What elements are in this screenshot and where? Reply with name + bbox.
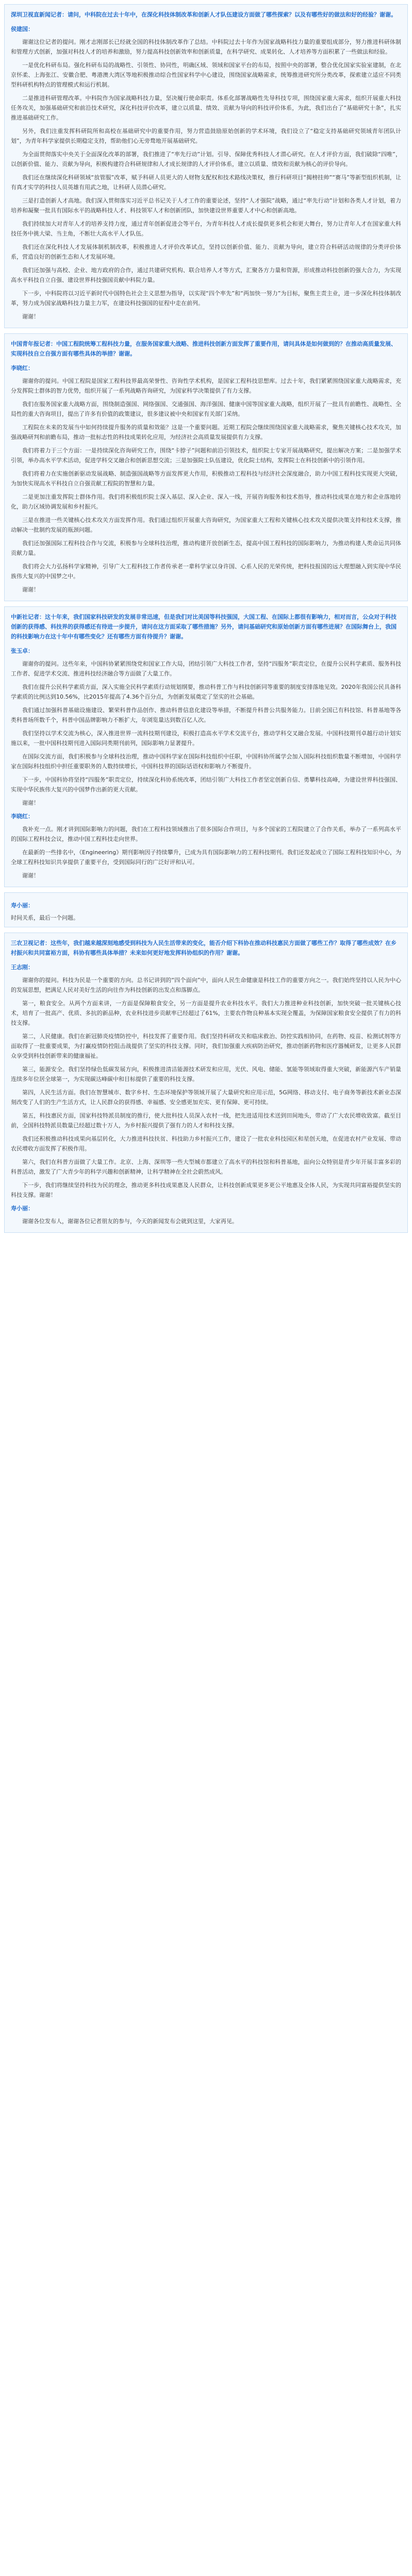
answer-paragraph: 谢谢！ — [22, 313, 39, 320]
moderator-remark: 时间关系，最后一个问题。 — [11, 914, 79, 921]
answer-paragraph: 第六，我们在科普方面做了大量工作。北京、上海、深圳等一些大型城市都建立了高水平的科技馆和科普基地，面向公众特别是青少年开展丰富多彩的科普活动，激发了广大青少年的科学兴趣和创新精神，让科学精神在全社会蔚然成风。 — [11, 1159, 401, 1175]
answer-paragraph: 我们还加强与高校、企业、地方政府的合作，通过共建研究机构、联合培养人才等方式，汇聚各方力量和资源，形成推动科技创新的强大合力，为实现高水平科技自立自强、建设世界科技强国贡献中科院力量。 — [11, 267, 401, 283]
qa-section-card — [4, 333, 408, 601]
answer-paragraph: 我们将着力于三个方面：一是持续深化咨询研究工作，围绕“卡脖子”问题和前沿引领技术，组织院士专家开展战略研究，提出解决方案；二是加强学术引领，举办高水平学术活动，促进学科交叉融合和创新思想交流；三是加强院士队伍建设，优化院士结构，发挥院士在科技创新中的引领作用。 — [11, 447, 401, 464]
answer-paragraph: 我们还在深化科技人才发展体制机制改革，积极推进人才评价改革试点，坚持以创新价值、能力、贡献为导向，建立符合科研活动规律的分类评价体系，营造良好的创新生态和人才发展环境。 — [11, 244, 401, 260]
answer-paragraph: 另外，我们注重发挥科研院所和高校在基础研究中的重要作用，努力营造鼓励原始创新的学术环境，我们设立了“稳定支持基础研究领域青年团队计划”，为青年科学家提供长期稳定支持，帮助他们心无旁骛地开展基础研究。 — [11, 128, 401, 144]
answer-paragraph: 我们在服务国家重大战略方面，围绕制造强国、网络强国、交通强国、海洋强国、健康中国等国家重大战略，组织开展了一批具有前瞻性、战略性、全局性的重大咨询项目，提出了许多有价值的政策建议，很多建议被中央和国家有关部门采纳。 — [11, 401, 401, 417]
speaker-name: 王志刚： — [11, 964, 34, 971]
answer-paragraph: 下一步，中国科协将坚持“四服务”职责定位，持续深化科协系统改革，团结引领广大科技工作者坚定创新自信、勇攀科技高峰，为建设世界科技强国、实现中华民族伟大复兴的中国梦作出新的更大贡献。 — [11, 776, 401, 793]
answer-paragraph: 我们还加强国际工程科技合作与交流，积极参与全球科技治理，推动构建开放创新生态，提高中国工程科技的国际影响力，为推动构建人类命运共同体贡献力量。 — [11, 540, 401, 556]
answer-paragraph: 谢谢！ — [22, 586, 39, 593]
qa-section-card — [4, 933, 408, 1233]
answer-paragraph: 在国际交流方面，我们积极参与全球科技治理，推动中国科学家在国际科技组织中任职，中国科协所属学会加入国际科技组织数量不断增加，中国科学家在国际科技组织中担任重要职务的人数持续增长，中国科技界的国际话语权和影响力不断提升。 — [11, 753, 401, 770]
reporter-question: 深圳卫视直新闻记者：请问，中科院在过去十年中，在深化科技体制改革和创新人才队伍建设方面做了哪些探索？以及有哪些好的做法和好的经验？谢谢。 — [11, 11, 397, 18]
answer-paragraph: 我们还在继续深化科研领域“放管服”改革，赋予科研人员更大的人财物支配权和技术路线决策权，推行科研项目“揭榜挂帅”“赛马”等新型组织机制，让有真才实学的科技人员英雄有用武之地，让科研人员潜心研究。 — [11, 174, 401, 191]
answer-paragraph: 为全面贯彻落实中央关于全面深化改革的部署，我们推进了“率先行动”计划。引导、保障优秀科技人才潜心研究。在人才评价方面，我们破除“四唯”，以创新价值、能力、贡献为导向，积极构建符合科研规律和人才成长规律的人才评价体系，建立以质量、绩效和贡献为核心的评价导向。 — [11, 151, 401, 167]
answer-paragraph: 第三，能源安全。我们坚持绿色低碳发展方向，积极推进清洁能源技术研发和应用，光伏、风电、储能、氢能等领域取得重大突破，新能源汽车产销量连续多年位居全球第一，为实现碳达峰碳中和目标提供了重要的科技支撑。 — [11, 1066, 401, 1082]
speaker-name: 寿小丽： — [11, 902, 34, 909]
answer-paragraph: 我们坚持以学术交流为核心，深入推进世界一流科技期刊建设，积极打造高水平学术交流平台，推动学科交叉融合发展。中国科技期刊卓越行动计划实施以来，一批中国科技期刊进入国际同类期刊前列，国际影响力显著提升。 — [11, 730, 401, 747]
answer-paragraph: 工程院在未来的发展当中如何持续提升服务的质量和效能？这是一个重要问题。近期工程院会继续围绕国家重大战略需求，聚焦关键核心技术攻关，加强战略研判和前瞻布局，推动一批标志性的科技成果转化应用，为经济社会高质量发展提供有力支撑。 — [11, 424, 401, 440]
answer-paragraph: 谢谢你的提问。中国工程院是国家工程科技界最高荣誉性、咨询性学术机构，是国家工程科技思想库。过去十年，我们紧紧围绕国家重大战略需求，充分发挥院士群体的智力优势，组织开展了一系列战略咨询研究，为国家科学决策提供了有力支撑。 — [11, 378, 401, 394]
speaker-name: 李晓红： — [11, 813, 34, 820]
answer-paragraph: 二是更加注重发挥院士群体作用。我们将积极组织院士深入基层、深入企业、深入一线，开展咨询服务和技术指导，推动科技成果在地方和企业落地转化，助力区域协调发展和乡村振兴。 — [11, 494, 401, 510]
answer-paragraph: 下一步，中科院将以习近平新时代中国特色社会主义思想为指导，以实现“四个率先”和“两加快一努力”为目标，聚焦主责主业，进一步深化科技体制改革，努力成为国家战略科技力量主力军，在建设科技强国的征程中走在前列。 — [11, 290, 401, 307]
answer-paragraph: 第一，粮食安全。从两个方面来讲，一方面是保障粮食安全，另一方面是提升农业科技水平。我们大力推进种业科技创新，加快突破一批关键核心技术，培育了一批高产、优质、多抗的新品种，农业科技进步贡献率已经超过了61%，主要农作物良种基本实现全覆盖，为保障国家粮食安全提供了有力的科技支撑。 — [11, 1000, 401, 1026]
answer-paragraph: 我们通过加强科普基础设施建设、繁荣科普作品创作、推动科普信息化建设等举措，不断提升科普公共服务能力。目前全国已有科技馆、科普基地等各类科普场所数千个，科普中国品牌影响力不断扩大，年浏览量达到数百亿人次。 — [11, 707, 401, 723]
reporter-question: 三农卫视记者：这些年，我们越来越深刻地感受到科技为人民生活带来的变化，能否介绍下科协在推动科技惠民方面做了哪些工作？取得了哪些成效？在乡村振兴和共同富裕方面，科协有哪些具体举措？未来如何更好地发挥科协组织的作用？谢谢。 — [11, 940, 397, 956]
speaker-name: 李晓红： — [11, 365, 34, 371]
answer-paragraph: 谢谢！ — [22, 872, 39, 879]
answer-paragraph: 谢谢各位发布人，谢谢各位记者朋友的参与，今天的新闻发布会就到这里，大家再见。 — [22, 1218, 238, 1225]
qa-section-card — [4, 606, 408, 887]
answer-paragraph: 三是打造创新人才高地。我们深入贯彻落实习近平总书记关于人才工作的重要论述，坚持“人才强院”战略，通过“率先行动”计划和各类人才计划，着力培养和凝聚一批具有国际水平的战略科技人才、科技领军人才和创新团队，加快建设世界重要人才中心和创新高地。 — [11, 197, 401, 214]
answer-paragraph: 三是在推进一些关键核心技术攻关方面发挥作用。我们通过组织开展重大咨询研究，为国家重大工程和关键核心技术攻关提供决策支持和技术支撑，推动解决一批制约发展的瓶颈问题。 — [11, 517, 401, 533]
answer-paragraph: 第四，人民生活方面。我们在智慧城市、数字乡村、生态环境保护等领域开展了大量研究和应用示范，5G网络、移动支付、电子商务等新技术新业态深刻改变了人们的生产生活方式，让人民群众的获得感、幸福感、安全感更加充实、更有保障、更可持续。 — [11, 1089, 401, 1106]
answer-paragraph: 我们将会大力弘扬科学家精神，引导广大工程科技工作者传承老一辈科学家以身许国、心系人民的光荣传统，把科技报国的远大理想融入到实现中华民族伟大复兴的中国梦之中。 — [11, 563, 401, 580]
answer-paragraph: 二是推进科研管理改革。中科院作为国家战略科技力量，坚决履行使命职责。体系化部署战略性先导科技专项，围绕国家重大需求，组织开展重大科技任务攻关，加强基础研究和前沿技术研究，深化科技评价改革，建立以质量、绩效、贡献为导向的科技评价体系，为此，我们出台了“基础研究十条”，扎实推进基础研究工作。 — [11, 95, 401, 121]
answer-paragraph: 谢谢！ — [22, 800, 39, 806]
answer-paragraph: 一是优化科研布局。强化科研布局的战略性、引领性、协同性，明确区域、领域和国家平台的布局，按照中央的部署，整合优化国家实验室建制，在北京怀柔、上海张江、安徽合肥、粤港澳大湾区等地积极推动综合性国家科学中心建设，围绕国家战略需求，统筹推进研究所分类改革，探索建立适应不同类型科研机构特点的管理模式和运行机制。 — [11, 62, 401, 88]
answer-paragraph: 在最新的一些排名中，《Engineering》期刊影响因子持续攀升，已成为具有国际影响力的工程科技期刊。我们还发起成立了国际工程科技知识中心，为全球工程科技知识共享提供了重要平台，受到国际同行的广泛好评和认可。 — [11, 849, 401, 866]
reporter-question: 中新社记者：这十年来，我们国家科技研发的发展非常迅速，但是我们对比美国等科技强国，大国工程、在国际上都很有影响力，相对而言，公众对于科技创新的获得感、科技界的获得感还有待进一步提升，请问在这方面采取了哪些措施？另外，请问基础研究和原始创新方面有哪些进展？在国际舞台上，我国的科技影响力在这十年中有哪些变化？还有哪些方面有待提升？谢谢。 — [11, 614, 397, 640]
answer-paragraph: 我们持续加大对青年人才的培养支持力度，通过青年创新促进会等平台，为青年科技人才成长提供更多机会和更大舞台，努力让青年人才在国家重大科技任务中挑大梁、当主角，不断壮大高水平人才队伍。 — [11, 221, 401, 237]
speaker-name: 侯建国： — [11, 26, 34, 32]
answer-paragraph: 谢谢你的提问。这些年来，中国科协紧紧围绕党和国家工作大局，团结引领广大科技工作者，坚持“四服务”职责定位，在提升公民科学素质、服务科技工作者、促进学术交流、推进科技经济融合等方面做了大量工作。 — [11, 660, 401, 677]
qa-section-card — [4, 892, 408, 927]
answer-paragraph: 我补充一点。刚才讲到国际影响力的问题，我们在工程科技领域推出了很多国际合作项目，与多个国家的工程院建立了合作关系，举办了一系列高水平的国际工程科技会议，推动中国工程科技走向世界。 — [11, 826, 401, 842]
answer-paragraph: 我们在提升公民科学素质方面，深入实施全民科学素质行动规划纲要，推动科普工作与科技创新同等重要的制度安排落地见效。2020年我国公民具备科学素质的比例达到10.56%，比2015年提高了4.36个百分点，为创新发展奠定了坚实的社会基础。 — [11, 684, 401, 700]
answer-paragraph: 我们还积极推动科技成果向基层转化，大力推进科技扶贫、科技助力乡村振兴工作，建设了一批农业科技园区和星创天地，在促进农村产业发展、带动农民增收方面发挥了积极作用。 — [11, 1136, 401, 1152]
answer-paragraph: 第五，科技惠民方面，国家科技特派员制度的推行，使大批科技人员深入农村一线，把先进适用技术送到田间地头，带动了广大农民增收致富。截至目前，全国科技特派员数量已经超过数十万人，为乡村振兴提供了强有力的人才和科技支撑。 — [11, 1112, 401, 1129]
answer-paragraph: 下一步，我们将继续坚持科技为民的理念，推动更多科技成果惠及人民群众，让科技创新成果更多更公平地惠及全体人民，为实现共同富裕提供坚实的科技支撑。谢谢！ — [11, 1182, 401, 1198]
speaker-name: 张玉卓： — [11, 648, 34, 654]
answer-paragraph: 我们将着力在实施创新驱动发展战略、制造强国战略等方面发挥更大作用，积极推动工程科技与经济社会深度融合，助力中国工程科技实现更大突破，为加快实现高水平科技自立自强贡献工程院的智慧和力量。 — [11, 470, 401, 487]
press-transcript-page — [0, 0, 412, 1244]
answer-paragraph: 谢谢你的提问。科技为民是一个重要的方向。总书记讲到的“四个面向”中，面向人民生命健康是科技工作的重要方向之一。我们始终坚持以人民为中心的发展思想，把满足人民对美好生活的向往作为科技创新的出发点和落脚点。 — [11, 977, 401, 993]
reporter-question: 中国青年报记者：中国工程院统筹工程科技力量，在服务国家重大战略、推进科技创新方面发挥了重要作用，请问具体是如何做到的？在推动高质量发展、实现科技自立自强方面有哪些具体的举措？谢谢。 — [11, 341, 397, 357]
qa-section-card — [4, 4, 408, 328]
answer-paragraph: 谢谢这位记者的提问。刚才志刚部长已经就全国的科技体制改革作了总结。中科院过去十年作为国家战略科技力量的重要组成部分，努力推进科研体制和管理方式创新，加强对科技人才的培养和激励，努力提高科技创新效率和创新质量，在科学研究、成果转化、人才培养等方面积累了一些做法和经验。 — [11, 39, 401, 55]
speaker-name: 寿小丽： — [11, 1205, 34, 1212]
answer-paragraph: 第二，人民健康。我们在新冠肺炎疫情防控中，科技发挥了重要作用。我们坚持科研攻关和临床救治、防控实践相协同，在药物、疫苗、检测试剂等方面取得了一批重要成果，为打赢疫情防控阻击战提供了坚实的科技支撑。同时，我们加强重大疾病防治研究，推动创新药物和医疗器械研发，让更多人民群众享受到科技创新带来的健康福祉。 — [11, 1033, 401, 1059]
